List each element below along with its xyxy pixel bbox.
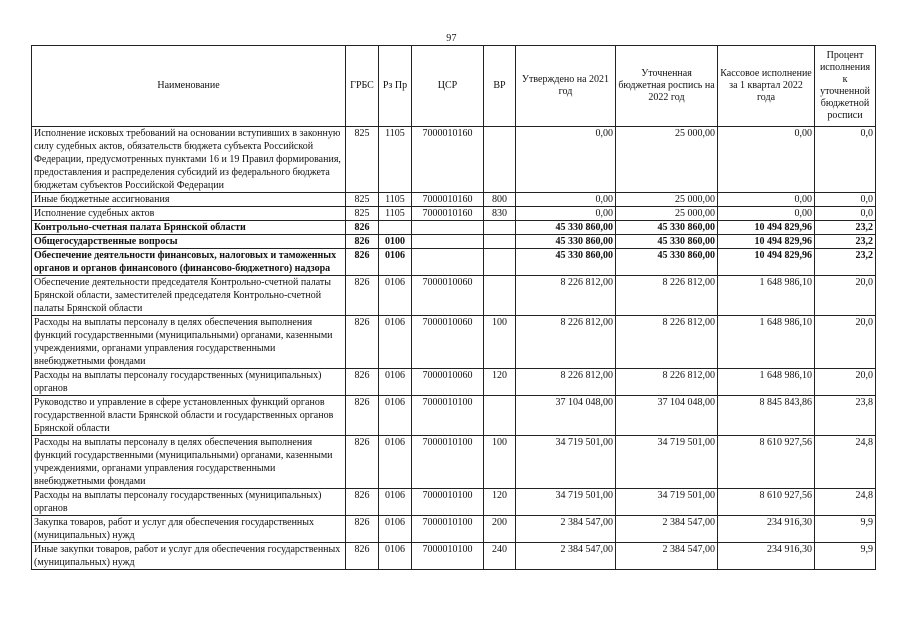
cell-vr <box>484 127 516 193</box>
cell-grbs: 826 <box>346 221 379 235</box>
cell-refined: 45 330 860,00 <box>616 235 718 249</box>
cell-csr: 7000010100 <box>412 396 484 436</box>
table-row <box>32 369 876 396</box>
cell-grbs: 825 <box>346 193 379 207</box>
cell-cash: 0,00 <box>718 127 815 193</box>
cell-name: Обеспечение деятельности председателя Контрольно-счетной палаты Брянской области, заместителей председателя Контрольно-счетной палаты Брянской области <box>32 276 346 316</box>
cell-csr: 7000010100 <box>412 489 484 516</box>
cell-percent: 24,8 <box>815 436 876 489</box>
cell-rzpr: 0106 <box>379 543 412 570</box>
cell-cash: 1 648 986,10 <box>718 316 815 369</box>
cell-csr: 7000010160 <box>412 127 484 193</box>
cell-refined: 2 384 547,00 <box>616 543 718 570</box>
header-grbs: ГРБС <box>346 46 379 127</box>
table-header-row <box>32 46 876 127</box>
cell-percent: 20,0 <box>815 316 876 369</box>
cell-grbs: 826 <box>346 276 379 316</box>
cell-vr: 200 <box>484 516 516 543</box>
cell-cash: 0,00 <box>718 207 815 221</box>
cell-refined: 2 384 547,00 <box>616 516 718 543</box>
table-row <box>32 489 876 516</box>
header-vr: ВР <box>484 46 516 127</box>
cell-percent: 9,9 <box>815 516 876 543</box>
table-row <box>32 436 876 489</box>
cell-rzpr: 0106 <box>379 436 412 489</box>
cell-approved: 0,00 <box>516 193 616 207</box>
cell-rzpr <box>379 221 412 235</box>
table-body <box>32 127 876 570</box>
cell-refined: 34 719 501,00 <box>616 436 718 489</box>
cell-approved: 34 719 501,00 <box>516 489 616 516</box>
cell-csr: 7000010100 <box>412 543 484 570</box>
cell-grbs: 826 <box>346 369 379 396</box>
cell-csr: 7000010060 <box>412 276 484 316</box>
cell-name: Расходы на выплаты персоналу в целях обеспечения выполнения функций государственными (муниципальными) органами, казенными учреждениями, органами управления государственными внебюджетными фондами <box>32 436 346 489</box>
cell-csr <box>412 249 484 276</box>
header-csr: ЦСР <box>412 46 484 127</box>
cell-cash: 10 494 829,96 <box>718 221 815 235</box>
cell-refined: 8 226 812,00 <box>616 316 718 369</box>
table-row <box>32 207 876 221</box>
cell-grbs: 825 <box>346 207 379 221</box>
cell-approved: 37 104 048,00 <box>516 396 616 436</box>
cell-percent: 23,8 <box>815 396 876 436</box>
cell-approved: 8 226 812,00 <box>516 369 616 396</box>
cell-vr <box>484 235 516 249</box>
cell-csr: 7000010100 <box>412 436 484 489</box>
cell-cash: 0,00 <box>718 193 815 207</box>
cell-name: Расходы на выплаты персоналу в целях обеспечения выполнения функций государственными (муниципальными) органами, казенными учреждениями, органами управления государственными внебюджетными фондами <box>32 316 346 369</box>
cell-rzpr: 1105 <box>379 127 412 193</box>
cell-refined: 25 000,00 <box>616 193 718 207</box>
cell-csr <box>412 221 484 235</box>
cell-rzpr: 0106 <box>379 516 412 543</box>
cell-rzpr: 0106 <box>379 396 412 436</box>
cell-vr: 240 <box>484 543 516 570</box>
table-row <box>32 516 876 543</box>
header-cash: Кассовое исполнение за 1 квартал 2022 года <box>718 46 815 127</box>
cell-name: Закупка товаров, работ и услуг для обеспечения государственных (муниципальных) нужд <box>32 516 346 543</box>
table-row <box>32 249 876 276</box>
cell-percent: 23,2 <box>815 249 876 276</box>
cell-percent: 24,8 <box>815 489 876 516</box>
table-row <box>32 235 876 249</box>
cell-refined: 45 330 860,00 <box>616 221 718 235</box>
cell-name: Иные бюджетные ассигнования <box>32 193 346 207</box>
cell-vr <box>484 276 516 316</box>
cell-csr: 7000010060 <box>412 369 484 396</box>
cell-name: Руководство и управление в сфере установленных функций органов государственной власти Брянской области и государственных органов Брянской области <box>32 396 346 436</box>
cell-csr <box>412 235 484 249</box>
cell-rzpr: 0106 <box>379 369 412 396</box>
header-name: Наименование <box>32 46 346 127</box>
cell-grbs: 826 <box>346 436 379 489</box>
cell-refined: 25 000,00 <box>616 207 718 221</box>
cell-grbs: 826 <box>346 249 379 276</box>
cell-cash: 8 610 927,56 <box>718 489 815 516</box>
table-row <box>32 221 876 235</box>
cell-rzpr: 1105 <box>379 193 412 207</box>
cell-grbs: 825 <box>346 127 379 193</box>
cell-name: Обеспечение деятельности финансовых, налоговых и таможенных органов и органов финансового (финансово-бюджетного) надзора <box>32 249 346 276</box>
cell-rzpr: 1105 <box>379 207 412 221</box>
cell-cash: 234 916,30 <box>718 516 815 543</box>
table-row <box>32 276 876 316</box>
cell-percent: 9,9 <box>815 543 876 570</box>
cell-refined: 45 330 860,00 <box>616 249 718 276</box>
cell-name: Исполнение судебных актов <box>32 207 346 221</box>
table-row <box>32 127 876 193</box>
cell-percent: 23,2 <box>815 235 876 249</box>
cell-cash: 8 845 843,86 <box>718 396 815 436</box>
cell-approved: 2 384 547,00 <box>516 543 616 570</box>
cell-rzpr: 0106 <box>379 316 412 369</box>
cell-name: Контрольно-счетная палата Брянской области <box>32 221 346 235</box>
cell-name: Расходы на выплаты персоналу государственных (муниципальных) органов <box>32 489 346 516</box>
cell-rzpr: 0106 <box>379 276 412 316</box>
cell-approved: 0,00 <box>516 207 616 221</box>
cell-rzpr: 0106 <box>379 489 412 516</box>
table-row <box>32 193 876 207</box>
cell-approved: 0,00 <box>516 127 616 193</box>
table-row <box>32 543 876 570</box>
page-number: 97 <box>446 33 457 44</box>
cell-approved: 45 330 860,00 <box>516 249 616 276</box>
cell-refined: 25 000,00 <box>616 127 718 193</box>
cell-name: Общегосударственные вопросы <box>32 235 346 249</box>
cell-cash: 10 494 829,96 <box>718 249 815 276</box>
cell-rzpr: 0100 <box>379 235 412 249</box>
header-percent: Процент исполнения к уточненной бюджетной росписи <box>815 46 876 127</box>
cell-vr <box>484 249 516 276</box>
cell-approved: 8 226 812,00 <box>516 316 616 369</box>
cell-approved: 45 330 860,00 <box>516 235 616 249</box>
cell-cash: 1 648 986,10 <box>718 369 815 396</box>
header-refined: Уточненная бюджетная роспись на 2022 год <box>616 46 718 127</box>
cell-cash: 8 610 927,56 <box>718 436 815 489</box>
cell-grbs: 826 <box>346 516 379 543</box>
cell-percent: 0,0 <box>815 127 876 193</box>
cell-grbs: 826 <box>346 396 379 436</box>
cell-percent: 0,0 <box>815 193 876 207</box>
cell-grbs: 826 <box>346 489 379 516</box>
cell-vr <box>484 396 516 436</box>
cell-percent: 0,0 <box>815 207 876 221</box>
cell-cash: 10 494 829,96 <box>718 235 815 249</box>
cell-refined: 37 104 048,00 <box>616 396 718 436</box>
cell-grbs: 826 <box>346 235 379 249</box>
cell-vr <box>484 221 516 235</box>
cell-grbs: 826 <box>346 316 379 369</box>
cell-vr: 100 <box>484 316 516 369</box>
cell-refined: 34 719 501,00 <box>616 489 718 516</box>
cell-approved: 2 384 547,00 <box>516 516 616 543</box>
cell-csr: 7000010060 <box>412 316 484 369</box>
cell-csr: 7000010100 <box>412 516 484 543</box>
cell-name: Расходы на выплаты персоналу государственных (муниципальных) органов <box>32 369 346 396</box>
cell-approved: 45 330 860,00 <box>516 221 616 235</box>
cell-percent: 20,0 <box>815 276 876 316</box>
cell-cash: 234 916,30 <box>718 543 815 570</box>
cell-vr: 830 <box>484 207 516 221</box>
cell-vr: 120 <box>484 489 516 516</box>
cell-vr: 100 <box>484 436 516 489</box>
cell-percent: 20,0 <box>815 369 876 396</box>
cell-vr: 800 <box>484 193 516 207</box>
header-rzpr: Рз Пр <box>379 46 412 127</box>
cell-csr: 7000010160 <box>412 207 484 221</box>
cell-name: Исполнение исковых требований на основании вступивших в законную силу судебных актов, обязательств бюджета субъекта Российской Федерации, предусмотренных пунктами 16 и 19 Правил формирования, предоставления и распределения субсидий из федерального бюджета бюджетам субъектов Российской Федерации <box>32 127 346 193</box>
table-row <box>32 396 876 436</box>
cell-percent: 23,2 <box>815 221 876 235</box>
cell-name: Иные закупки товаров, работ и услуг для обеспечения государственных (муниципальных) нужд <box>32 543 346 570</box>
cell-vr: 120 <box>484 369 516 396</box>
cell-csr: 7000010160 <box>412 193 484 207</box>
cell-refined: 8 226 812,00 <box>616 369 718 396</box>
cell-approved: 34 719 501,00 <box>516 436 616 489</box>
cell-cash: 1 648 986,10 <box>718 276 815 316</box>
cell-grbs: 826 <box>346 543 379 570</box>
cell-refined: 8 226 812,00 <box>616 276 718 316</box>
budget-table <box>31 45 876 570</box>
cell-rzpr: 0106 <box>379 249 412 276</box>
table-row <box>32 316 876 369</box>
header-approved: Утверждено на 2021 год <box>516 46 616 127</box>
cell-approved: 8 226 812,00 <box>516 276 616 316</box>
